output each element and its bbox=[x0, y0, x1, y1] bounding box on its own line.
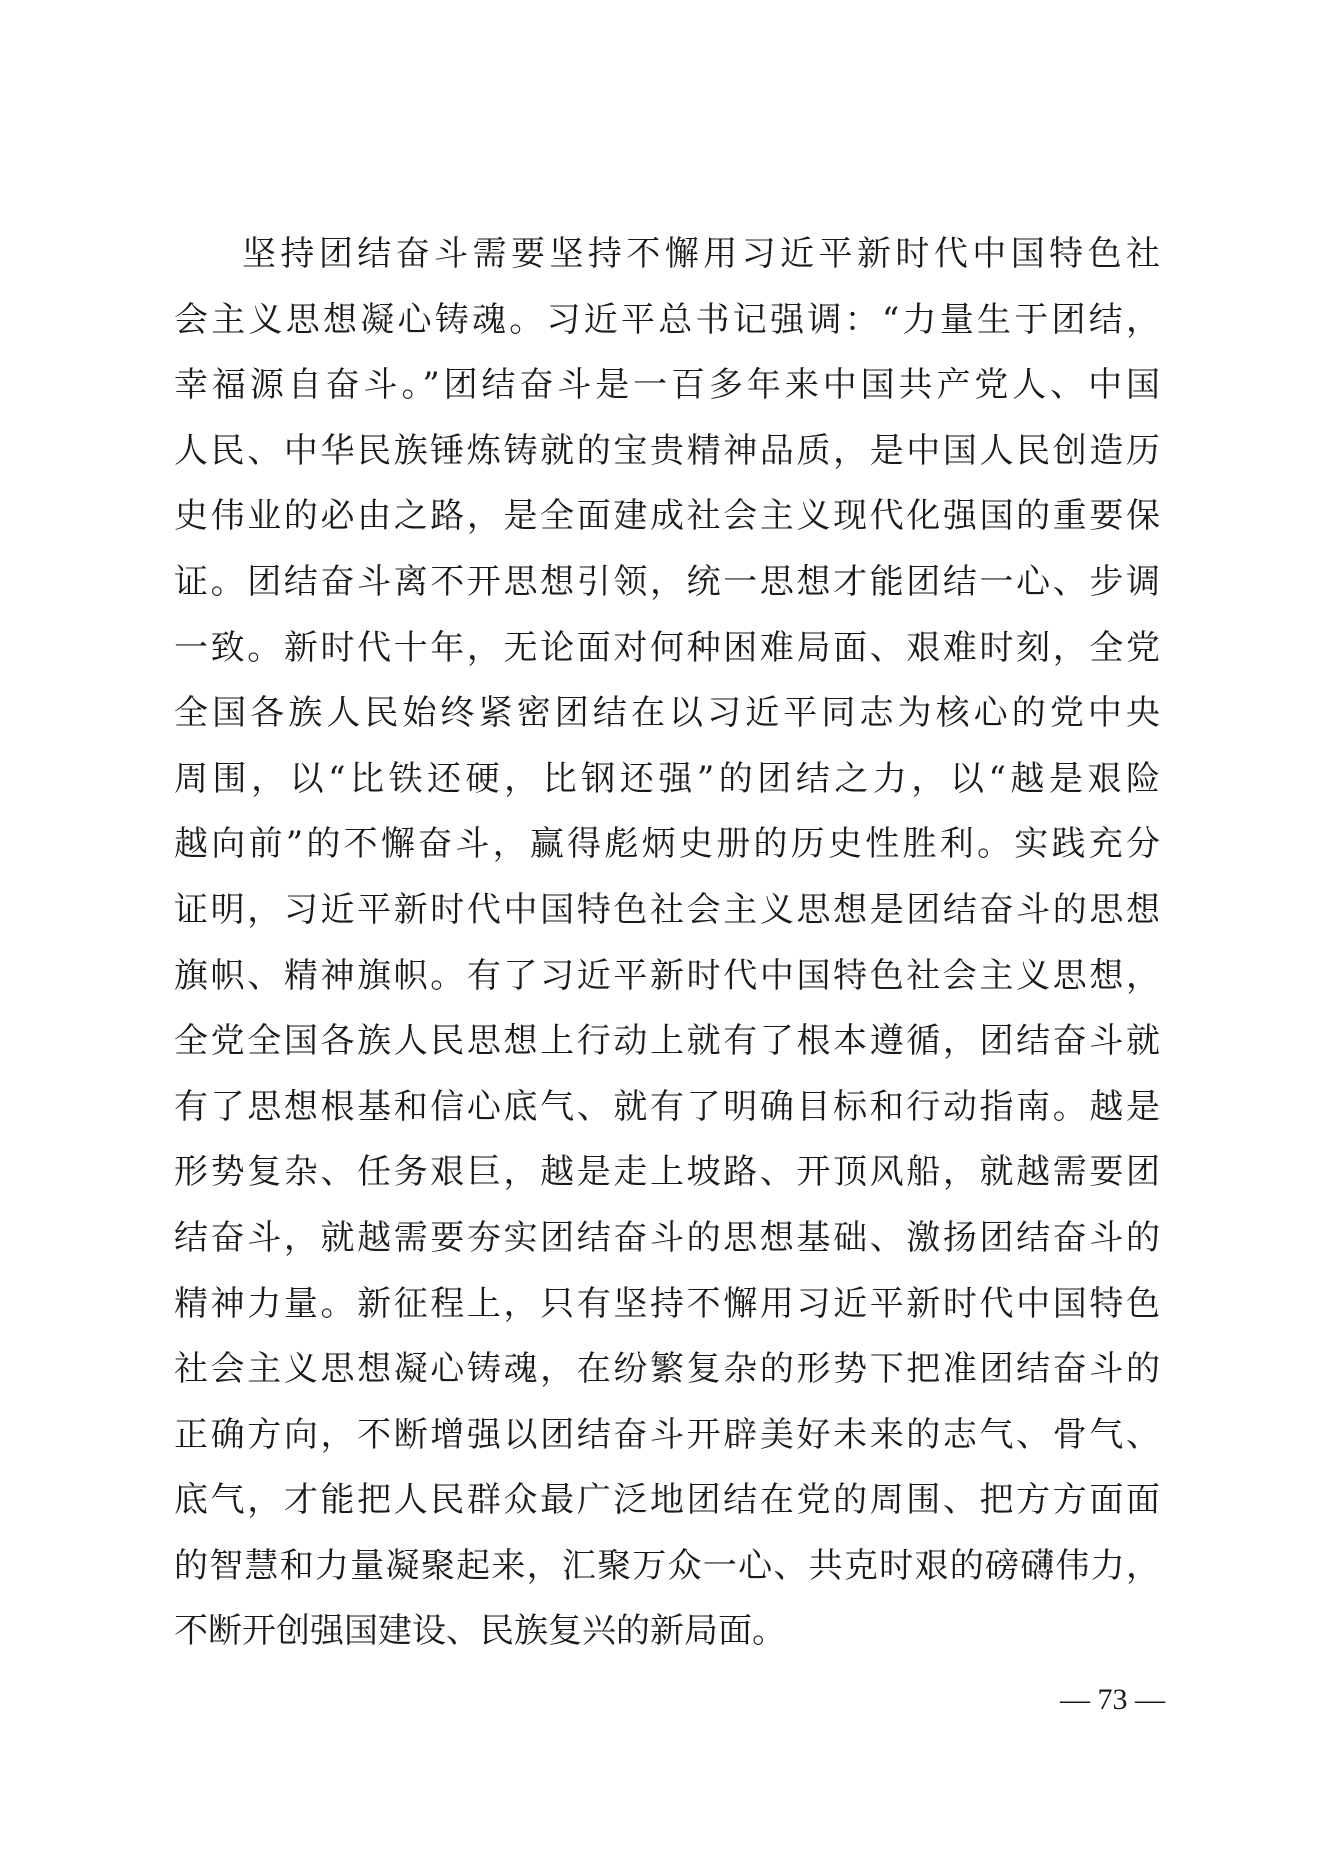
paragraph-line: 结奋斗，就越需要夯实团结奋斗的思想基础、激扬团结奋斗的 bbox=[174, 1217, 1160, 1258]
paragraph-line: 会主义思想凝心铸魂。习近平总书记强调：“力量生于团结， bbox=[174, 299, 1160, 340]
paragraph-line: 底气，才能把人民群众最广泛地团结在党的周围、把方方面面 bbox=[174, 1480, 1160, 1521]
paragraph-line: 不断开创强国建设、民族复兴的新局面。 bbox=[174, 1611, 786, 1652]
paragraph-line: 全党全国各族人民思想上行动上就有了根本遵循，团结奋斗就 bbox=[174, 1021, 1160, 1062]
paragraph-line: 社会主义思想凝心铸魂，在纷繁复杂的形势下把准团结奋斗的 bbox=[174, 1349, 1160, 1390]
paragraph-line: 旗帜、精神旗帜。有了习近平新时代中国特色社会主义思想， bbox=[174, 955, 1160, 996]
paragraph-line: 史伟业的必由之路，是全面建成社会主义现代化强国的重要保 bbox=[174, 496, 1160, 537]
paragraph-line: 人民、中华民族锤炼铸就的宝贵精神品质，是中国人民创造历 bbox=[174, 430, 1160, 471]
paragraph-line: 坚持团结奋斗需要坚持不懈用习近平新时代中国特色社 bbox=[242, 234, 1160, 274]
paragraph-line: 全国各族人民始终紧密团结在以习近平同志为核心的党中央 bbox=[174, 693, 1160, 734]
body-paragraph bbox=[174, 222, 1160, 1665]
paragraph-line: 证明，习近平新时代中国特色社会主义思想是团结奋斗的思想 bbox=[174, 889, 1160, 930]
paragraph-line: 越向前”的不懈奋斗，赢得彪炳史册的历史性胜利。实践充分 bbox=[174, 824, 1160, 865]
paragraph-line: 正确方向，不断增强以团结奋斗开辟美好未来的志气、骨气、 bbox=[174, 1414, 1160, 1455]
page-number: — 73 — bbox=[1060, 1683, 1165, 1716]
paragraph-line: 幸福源自奋斗。”团结奋斗是一百多年来中国共产党人、中国 bbox=[174, 365, 1160, 406]
paragraph-line: 形势复杂、任务艰巨，越是走上坡路、开顶风船，就越需要团 bbox=[174, 1152, 1160, 1193]
paragraph-line: 证。团结奋斗离不开思想引领，统一思想才能团结一心、步调 bbox=[174, 561, 1160, 602]
paragraph-line: 周围，以“比铁还硬，比钢还强”的团结之力，以“越是艰险 bbox=[174, 758, 1160, 799]
paragraph-line: 精神力量。新征程上，只有坚持不懈用习近平新时代中国特色 bbox=[174, 1283, 1160, 1324]
paragraph-line: 一致。新时代十年，无论面对何种困难局面、艰难时刻，全党 bbox=[174, 627, 1160, 668]
paragraph-line: 的智慧和力量凝聚起来，汇聚万众一心、共克时艰的磅礴伟力， bbox=[174, 1545, 1160, 1586]
paragraph-line: 有了思想根基和信心底气、就有了明确目标和行动指南。越是 bbox=[174, 1086, 1160, 1127]
